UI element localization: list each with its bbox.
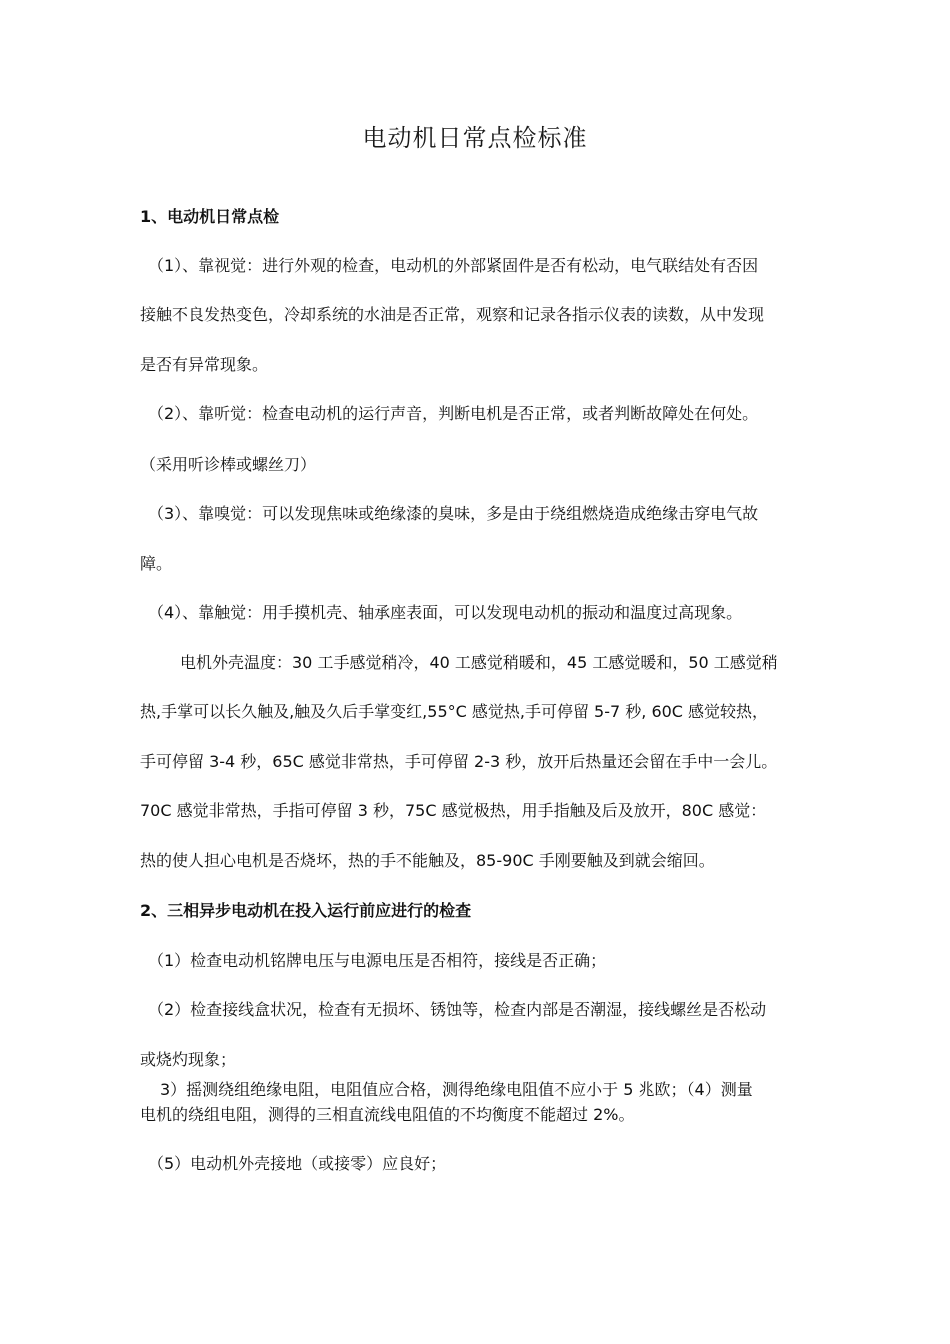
paragraph-line: 接触不良发热变色，冷却系统的水油是否正常，观察和记录各指示仪表的读数，从中发现: [140, 305, 765, 324]
paragraph-line: 电机外壳温度：30 工手感觉稍冷，40 工感觉稍暖和，45 工感觉暖和，50 工感觉稍: [180, 653, 778, 672]
paragraph-line: （2）、靠听觉：检查电动机的运行声音，判断电机是否正常，或者判断故障处在何处。: [148, 404, 759, 423]
paragraph-line: 3）摇测绕组绝缘电阻，电阻值应合格，测得绝缘电阻值不应小于 5 兆欧；（4）测量: [160, 1080, 753, 1099]
paragraph-line: 70C 感觉非常热，手指可停留 3 秒，75C 感觉极热，用手指触及后及放开，80C 感觉：: [140, 801, 767, 820]
paragraph-line: （1）、靠视觉：进行外观的检查，电动机的外部紧固件是否有松动，电气联结处有否因: [148, 256, 759, 275]
paragraph-line: 手可停留 3-4 秒，65C 感觉非常热，手可停留 2-3 秒，放开后热量还会留在手中一会儿。: [140, 752, 778, 771]
paragraph-line: 电机的绕组电阻，测得的三相直流线电阻值的不均衡度不能超过 2%。: [140, 1105, 635, 1124]
paragraph-line: （采用听诊棒或螺丝刀）: [140, 455, 317, 474]
paragraph-line: 是否有异常现象。: [140, 355, 269, 374]
paragraph-line: （3）、靠嗅觉：可以发现焦味或绝缘漆的臭味，多是由于绕组燃烧造成绝缘击穿电气故: [148, 504, 759, 523]
paragraph-line: 或烧灼现象；: [140, 1050, 237, 1069]
paragraph-line: （5）电动机外壳接地（或接零）应良好；: [148, 1154, 447, 1173]
paragraph-line: （4）、靠触觉：用手摸机壳、轴承座表面，可以发现电动机的振动和温度过高现象。: [148, 603, 743, 622]
document-title: 电动机日常点检标准: [362, 124, 588, 152]
paragraph-line: 热,手掌可以长久触及,触及久后手掌变红,55°C 感觉热,手可停留 5-7 秒, 60C 感觉较热，: [140, 702, 769, 721]
section-heading-1: 1、电动机日常点检: [140, 207, 280, 226]
paragraph-line: 热的使人担心电机是否烧坏，热的手不能触及，85-90C 手刚要触及到就会缩回。: [140, 851, 715, 870]
section-heading-2: 2、三相异步电动机在投入运行前应进行的检查: [140, 901, 472, 920]
paragraph-line: （2）检查接线盒状况，检查有无损坏、锈蚀等，检查内部是否潮湿，接线螺丝是否松动: [148, 1000, 767, 1019]
paragraph-line: 障。: [140, 554, 173, 573]
paragraph-line: （1）检查电动机铭牌电压与电源电压是否相符，接线是否正确；: [148, 951, 607, 970]
